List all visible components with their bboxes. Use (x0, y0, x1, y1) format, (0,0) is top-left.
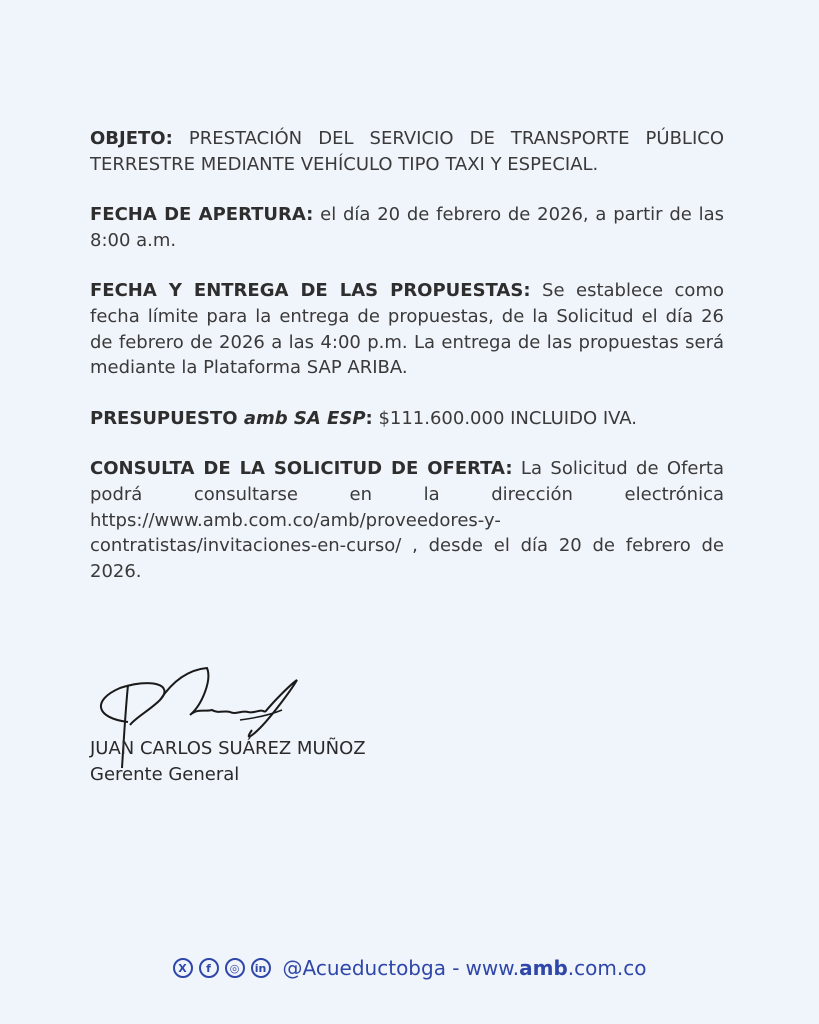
presupuesto-label (90, 408, 373, 429)
signatory-title: Gerente General (90, 764, 240, 785)
signature-block (90, 660, 490, 800)
website-brand: amb (519, 956, 568, 980)
presupuesto-paragraph (90, 406, 724, 432)
entrega-text: Se establece como fecha límite para la entrega de propuestas, de la Solicitud el día 26 de febrero de 2026 a las 4:00 p.m. La entrega de las propuestas será mediante la Plataforma SAP ARIBA. (90, 280, 724, 379)
social-handle: @Acueductobga - (282, 956, 460, 980)
apertura-text: el día 20 de febrero de 2026, a partir de las 8:00 a.m. (90, 204, 724, 251)
linkedin-icon[interactable]: in (251, 958, 271, 978)
website-link[interactable] (466, 956, 647, 980)
consulta-text: La Solicitud de Oferta podrá consultarse en la dirección electrónica https://www.amb.com.co/amb/proveedores-y-contratistas/invitaciones-en-curso/ , desde el día 20 de febrero de 2026. (90, 458, 724, 582)
facebook-icon[interactable]: f (199, 958, 219, 978)
x-icon[interactable]: X (173, 958, 193, 978)
signatory-name: JUAN CARLOS SUÁREZ MUÑOZ (90, 738, 366, 759)
website-suffix: .com.co (567, 956, 647, 980)
objeto-label: OBJETO: (90, 128, 173, 149)
footer (0, 956, 819, 980)
apertura-label: FECHA DE APERTURA: (90, 204, 314, 226)
document-body (90, 126, 724, 609)
consulta-label: CONSULTA DE LA SOLICITUD DE OFERTA: (90, 458, 513, 480)
apertura-paragraph (90, 202, 724, 253)
consulta-paragraph (90, 456, 724, 584)
entrega-paragraph (90, 278, 724, 380)
website-prefix: www. (465, 956, 520, 980)
presupuesto-label-prefix: PRESUPUESTO (90, 407, 244, 429)
presupuesto-label-company: amb SA ESP (243, 407, 366, 429)
entrega-label: FECHA Y ENTREGA DE LAS PROPUESTAS: (90, 280, 531, 302)
objeto-paragraph (90, 126, 724, 177)
presupuesto-text: $111.600.000 INCLUIDO IVA. (372, 407, 638, 429)
objeto-text: PRESTACIÓN DEL SERVICIO DE TRANSPORTE PÚBLICO TERRESTRE MEDIANTE VEHÍCULO TIPO TAXI Y ESPECIAL. (90, 128, 724, 175)
instagram-icon[interactable]: ◎ (225, 958, 245, 978)
presupuesto-label-suffix: : (365, 407, 373, 429)
